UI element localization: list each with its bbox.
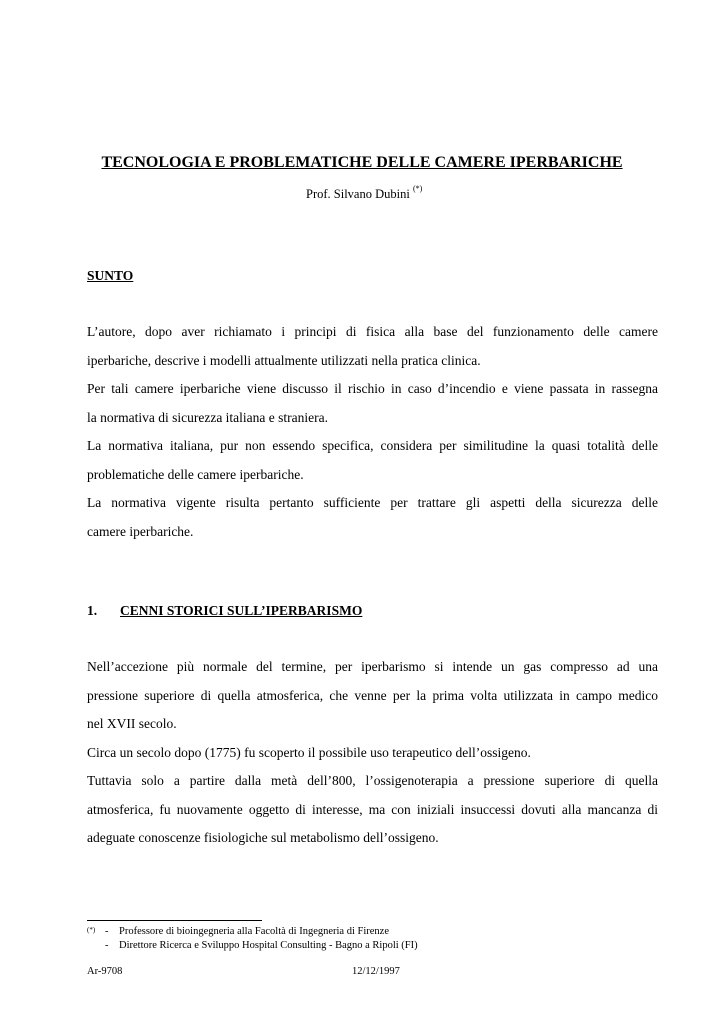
footnote-item (87, 926, 389, 937)
text-line: L’autore, dopo aver richiamato i principi di fisica alla base del funzionamento delle camere (87, 324, 658, 339)
text-line: Tuttavia solo a partire dalla metà dell’800, l’ossigenoterapia a pressione superiore di quella (87, 773, 658, 788)
footnote-divider (87, 920, 262, 921)
text-line: camere iperbariche. (87, 523, 194, 539)
section-1-paragraph (87, 657, 658, 857)
section-number: 1. (87, 603, 98, 618)
footnote-item (87, 940, 418, 951)
text-line: pressione superiore di quella atmosferica, che venne per la prima volta utilizzata in campo medico (87, 687, 658, 703)
document-title: TECNOLOGIA E PROBLEMATICHE DELLE CAMERE IPERBARICHE (101, 154, 623, 171)
sunto-heading (87, 268, 133, 284)
footer-date: 12/12/1997 (352, 966, 400, 977)
footnote-text: Professore di bioingegneria alla Facoltà di Ingegneria di Firenze (119, 926, 389, 937)
text-line: La normativa italiana, pur non essendo specifica, considera per similitudine la quasi totalità delle (87, 438, 658, 453)
text-line: la normativa di sicurezza italiana e straniera. (87, 409, 329, 425)
sunto-paragraph (87, 322, 658, 550)
text-line: problematiche delle camere iperbariche. (87, 466, 304, 482)
author-name: Prof. Silvano Dubini (306, 187, 410, 202)
footer-code: Ar-9708 (87, 966, 123, 977)
text-line: adeguate conoscenze fisiologiche sul metabolismo dell’ossigeno. (87, 830, 439, 845)
footnote-dash: - (105, 926, 109, 937)
text-line: Circa un secolo dopo (1775) fu scoperto il possibile uso terapeutico dell’ossigeno. (87, 744, 531, 760)
text-line: iperbariche, descrive i modelli attualmente utilizzati nella pratica clinica. (87, 352, 481, 368)
footnote-dash: - (105, 940, 109, 951)
text-line: Nell’accezione più normale del termine, per iperbarismo si intende un gas compresso ad una (87, 659, 658, 674)
section-title: CENNI STORICI SULL’IPERBARISMO (120, 603, 363, 618)
sunto-heading-text: SUNTO (87, 268, 134, 283)
text-line: Per tali camere iperbariche viene discusso il rischio in caso d’incendio e viene passata in rassegna (87, 381, 658, 396)
section-1-heading (87, 603, 362, 619)
footnote-mark: (*) (87, 926, 96, 934)
text-line: atmosferica, fu nuovamente oggetto di interesse, ma con iniziali insuccessi dovuti alla mancanza di (87, 801, 658, 817)
text-line: La normativa vigente risulta pertanto sufficiente per trattare gli aspetti della sicurezza delle (87, 495, 658, 510)
footnote-text: Direttore Ricerca e Sviluppo Hospital Consulting - Bagno a Ripoli (FI) (119, 940, 418, 951)
author-footnote-mark: (*) (412, 184, 423, 193)
author-line (306, 186, 422, 202)
text-line: nel XVII secolo. (87, 716, 177, 731)
